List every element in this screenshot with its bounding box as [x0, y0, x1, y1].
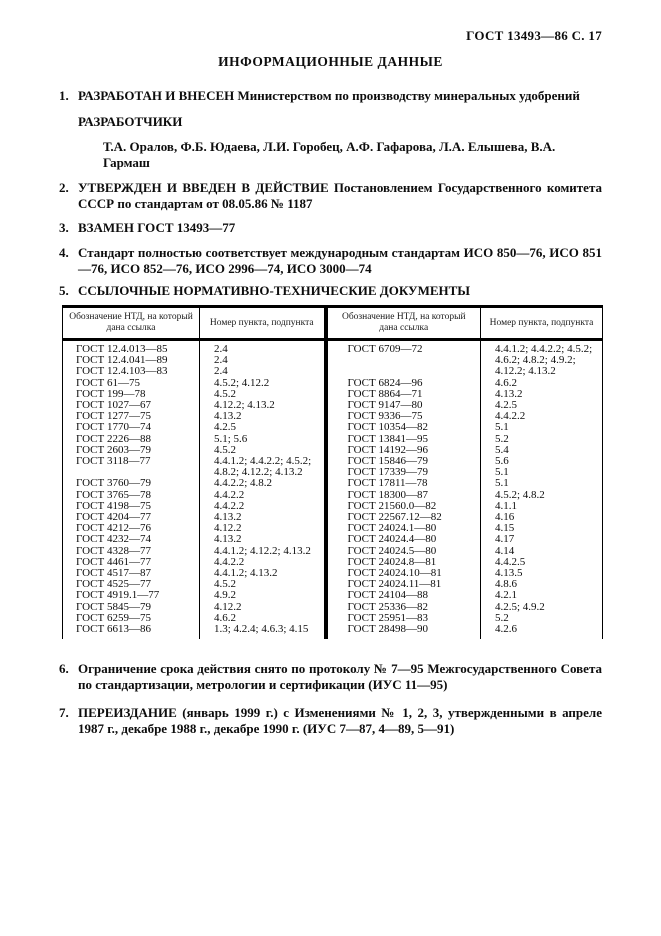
table-row — [63, 400, 603, 411]
ntd-designation-cell: ГОСТ 2603—79 — [63, 445, 200, 456]
table-row — [63, 478, 603, 489]
clause-number-cell: 5.2 — [481, 613, 603, 624]
ntd-designation-cell: ГОСТ 61—75 — [63, 378, 200, 389]
ntd-designation-cell: ГОСТ 1027—67 — [63, 400, 200, 411]
ntd-designation-cell: ГОСТ 12.4.103—83 — [63, 366, 200, 377]
item-text: Ограничение срока действия снято по протоколу № 7—95 Межгосударственного Совета по стандартизации, метрологии и сертификации (ИУС 11—95) — [78, 661, 602, 693]
ntd-designation-cell — [326, 366, 481, 377]
ntd-designation-cell: ГОСТ 4204—77 — [63, 512, 200, 523]
table-row — [63, 613, 603, 624]
table-row — [63, 512, 603, 523]
ntd-designation-cell: ГОСТ 24024.8—81 — [326, 557, 481, 568]
ntd-designation-cell: ГОСТ 18300—87 — [326, 490, 481, 501]
ntd-designation-cell: ГОСТ 4198—75 — [63, 501, 200, 512]
table-row — [63, 523, 603, 534]
clause-number-cell: 4.17 — [481, 534, 603, 545]
clause-number-cell: 5.1 — [481, 467, 603, 478]
table-row — [63, 378, 603, 389]
ntd-table-body — [63, 340, 603, 640]
table-row — [63, 355, 603, 366]
item-number: 6. — [59, 661, 69, 677]
ntd-designation-cell: ГОСТ 5845—79 — [63, 602, 200, 613]
clause-number-cell: 4.6.2; 4.8.2; 4.9.2; — [481, 355, 603, 366]
ntd-designation-cell: ГОСТ 13841—95 — [326, 434, 481, 445]
clause-number-cell: 4.15 — [481, 523, 603, 534]
ntd-designation-cell: ГОСТ 8864—71 — [326, 389, 481, 400]
table-row — [63, 445, 603, 456]
ntd-designation-cell: ГОСТ 12.4.013—85 — [63, 340, 200, 356]
table-row — [63, 546, 603, 557]
page-number-header: ГОСТ 13493—86 С. 17 — [466, 28, 602, 43]
ntd-designation-cell: ГОСТ 6709—72 — [326, 340, 481, 356]
item-number: 2. — [59, 180, 69, 195]
table-row — [63, 501, 603, 512]
clause-number-cell: 5.1 — [481, 422, 603, 433]
ntd-designation-cell: ГОСТ 4232—74 — [63, 534, 200, 545]
clause-number-cell: 4.8.6 — [481, 579, 603, 590]
clause-number-cell: 4.4.1.2; 4.12.2; 4.13.2 — [200, 546, 326, 557]
ntd-designation-cell: ГОСТ 2226—88 — [63, 434, 200, 445]
table-row — [63, 389, 603, 400]
clause-number-cell: 4.4.1.2; 4.13.2 — [200, 568, 326, 579]
ntd-designation-cell: ГОСТ 28498—90 — [326, 624, 481, 639]
item-text: ВЗАМЕН ГОСТ 13493—77 — [78, 220, 236, 235]
clause-number-cell: 4.9.2 — [200, 590, 326, 601]
ntd-designation-cell: ГОСТ 4525—77 — [63, 579, 200, 590]
clause-number-cell: 4.2.6 — [481, 624, 603, 639]
item-text: Стандарт полностью соответствует международным стандартам ИСО 850—76, ИСО 851—76, ИСО 852—76, ИСО 2996—74, ИСО 3000—74 — [78, 245, 602, 276]
clause-number-cell: 4.4.2.2 — [200, 501, 326, 512]
item-text: УТВЕРЖДЕН И ВВЕДЕН В ДЕЙСТВИЕ Постановлением Государственного комитета СССР по стандартам от 08.05.86 № 1187 — [78, 180, 602, 211]
clause-number-cell: 4.12.2; 4.13.2 — [200, 400, 326, 411]
ntd-designation-cell: ГОСТ 199—78 — [63, 389, 200, 400]
info-item-3 — [59, 220, 602, 236]
clause-number-cell: 5.4 — [481, 445, 603, 456]
clause-number-cell: 2.4 — [200, 340, 326, 356]
item-text: РАЗРАБОТАН И ВНЕСЕН Министерством по производству минеральных удобрений — [78, 88, 580, 103]
table-row — [63, 467, 603, 478]
info-item-2 — [59, 180, 602, 212]
clause-number-cell: 4.5.2 — [200, 579, 326, 590]
clause-number-cell: 4.4.2.2 — [200, 490, 326, 501]
clause-number-cell: 4.2.5 — [200, 422, 326, 433]
clause-number-cell: 4.4.2.2; 4.8.2 — [200, 478, 326, 489]
table-row — [63, 490, 603, 501]
table-row — [63, 568, 603, 579]
ntd-designation-cell: ГОСТ 15846—79 — [326, 456, 481, 467]
ntd-designation-cell: ГОСТ 24024.11—81 — [326, 579, 481, 590]
clause-number-cell: 4.13.2 — [481, 389, 603, 400]
ntd-designation-cell: ГОСТ 21560.0—82 — [326, 501, 481, 512]
clause-number-cell: 4.6.2 — [200, 613, 326, 624]
ntd-designation-cell: ГОСТ 24024.1—80 — [326, 523, 481, 534]
ntd-designation-cell: ГОСТ 3118—77 — [63, 456, 200, 467]
ntd-designation-cell — [63, 467, 200, 478]
item-number: 1. — [59, 88, 69, 103]
clause-number-cell: 4.12.2 — [200, 602, 326, 613]
table-row — [63, 411, 603, 422]
clause-number-cell: 4.2.5; 4.9.2 — [481, 602, 603, 613]
item-number: 5. — [59, 283, 69, 298]
clause-number-cell: 4.8.2; 4.12.2; 4.13.2 — [200, 467, 326, 478]
clause-number-cell: 4.5.2; 4.12.2 — [200, 378, 326, 389]
table-row — [63, 624, 603, 639]
item-text: ССЫЛОЧНЫЕ НОРМАТИВНО-ТЕХНИЧЕСКИЕ ДОКУМЕНТЫ — [78, 283, 471, 298]
column-header-clause-left: Номер пункта, подпункта — [200, 307, 326, 340]
ntd-designation-cell: ГОСТ 22567.12—82 — [326, 512, 481, 523]
clause-number-cell: 4.13.2 — [200, 411, 326, 422]
table-row — [63, 579, 603, 590]
column-header-clause-right: Номер пункта, подпункта — [481, 307, 603, 340]
clause-number-cell: 4.13.2 — [200, 534, 326, 545]
ntd-designation-cell: ГОСТ 6613—86 — [63, 624, 200, 639]
info-item-7 — [59, 705, 602, 737]
ntd-designation-cell: ГОСТ 24024.5—80 — [326, 546, 481, 557]
table-row — [63, 590, 603, 601]
ntd-designation-cell: ГОСТ 17339—79 — [326, 467, 481, 478]
ntd-designation-cell: ГОСТ 10354—82 — [326, 422, 481, 433]
table-row — [63, 366, 603, 377]
info-item-4 — [59, 245, 602, 277]
clause-number-cell: 4.5.2; 4.8.2 — [481, 490, 603, 501]
clause-number-cell: 4.4.2.2 — [200, 557, 326, 568]
clause-number-cell: 4.4.2.2 — [481, 411, 603, 422]
item-number: 7. — [59, 705, 69, 721]
ntd-designation-cell: ГОСТ 9147—80 — [326, 400, 481, 411]
ntd-designation-cell — [326, 355, 481, 366]
developers-label: РАЗРАБОТЧИКИ — [78, 114, 183, 129]
ntd-designation-cell: ГОСТ 25336—82 — [326, 602, 481, 613]
table-row — [63, 434, 603, 445]
ntd-designation-cell: ГОСТ 12.4.041—89 — [63, 355, 200, 366]
clause-number-cell: 5.6 — [481, 456, 603, 467]
table-row — [63, 456, 603, 467]
column-header-ntd-left: Обозначение НТД, на который дана ссылка — [63, 307, 200, 340]
ntd-designation-cell: ГОСТ 4212—76 — [63, 523, 200, 534]
table-row — [63, 602, 603, 613]
table-header-row — [63, 307, 603, 340]
item-number: 3. — [59, 220, 69, 235]
developers-names: Т.А. Оралов, Ф.Б. Юдаева, Л.И. Горобец, А.Ф. Гафарова, Л.А. Елышева, В.А. Гармаш — [103, 139, 556, 170]
clause-number-cell: 2.4 — [200, 366, 326, 377]
info-item-5 — [59, 283, 602, 299]
ntd-designation-cell: ГОСТ 3760—79 — [63, 478, 200, 489]
clause-number-cell: 4.4.2.5 — [481, 557, 603, 568]
info-item-1 — [59, 88, 602, 104]
ntd-designation-cell: ГОСТ 4919.1—77 — [63, 590, 200, 601]
table-row — [63, 557, 603, 568]
ntd-designation-cell: ГОСТ 6824—96 — [326, 378, 481, 389]
clause-number-cell: 4.2.5 — [481, 400, 603, 411]
page-title: ИНФОРМАЦИОННЫЕ ДАННЫЕ — [218, 54, 443, 69]
ntd-designation-cell: ГОСТ 4517—87 — [63, 568, 200, 579]
ntd-designation-cell: ГОСТ 24024.4—80 — [326, 534, 481, 545]
clause-number-cell: 4.16 — [481, 512, 603, 523]
info-item-6 — [59, 661, 602, 693]
clause-number-cell: 4.1.1 — [481, 501, 603, 512]
clause-number-cell: 5.1; 5.6 — [200, 434, 326, 445]
clause-number-cell: 1.3; 4.2.4; 4.6.3; 4.15 — [200, 624, 326, 639]
clause-number-cell: 5.1 — [481, 478, 603, 489]
ntd-designation-cell: ГОСТ 6259—75 — [63, 613, 200, 624]
clause-number-cell: 4.13.2 — [200, 512, 326, 523]
clause-number-cell: 4.6.2 — [481, 378, 603, 389]
referenced-ntd-table — [62, 305, 603, 639]
table-row — [63, 534, 603, 545]
ntd-designation-cell: ГОСТ 14192—96 — [326, 445, 481, 456]
clause-number-cell: 4.4.1.2; 4.4.2.2; 4.5.2; — [481, 340, 603, 356]
ntd-designation-cell: ГОСТ 24024.10—81 — [326, 568, 481, 579]
clause-number-cell: 5.2 — [481, 434, 603, 445]
table-row — [63, 422, 603, 433]
item-text: ПЕРЕИЗДАНИЕ (январь 1999 г.) с Изменениями № 1, 2, 3, утвержденными в апреле 1987 г., декабре 1988 г., декабре 1990 г. (ИУС 7—87, 4—89, 5—91) — [78, 705, 602, 737]
ntd-designation-cell: ГОСТ 4461—77 — [63, 557, 200, 568]
clause-number-cell: 4.2.1 — [481, 590, 603, 601]
clause-number-cell: 4.14 — [481, 546, 603, 557]
clause-number-cell: 4.12.2 — [200, 523, 326, 534]
ntd-designation-cell: ГОСТ 25951—83 — [326, 613, 481, 624]
clause-number-cell: 4.13.5 — [481, 568, 603, 579]
ntd-designation-cell: ГОСТ 3765—78 — [63, 490, 200, 501]
ntd-designation-cell: ГОСТ 4328—77 — [63, 546, 200, 557]
item-number: 4. — [59, 245, 69, 260]
ntd-designation-cell: ГОСТ 1770—74 — [63, 422, 200, 433]
clause-number-cell: 4.5.2 — [200, 445, 326, 456]
ntd-designation-cell: ГОСТ 24104—88 — [326, 590, 481, 601]
clause-number-cell: 4.4.1.2; 4.4.2.2; 4.5.2; — [200, 456, 326, 467]
clause-number-cell: 2.4 — [200, 355, 326, 366]
clause-number-cell: 4.5.2 — [200, 389, 326, 400]
table-row — [63, 340, 603, 356]
ntd-designation-cell: ГОСТ 1277—75 — [63, 411, 200, 422]
ntd-designation-cell: ГОСТ 9336—75 — [326, 411, 481, 422]
column-header-ntd-right: Обозначение НТД, на который дана ссылка — [326, 307, 481, 340]
ntd-designation-cell: ГОСТ 17811—78 — [326, 478, 481, 489]
clause-number-cell: 4.12.2; 4.13.2 — [481, 366, 603, 377]
